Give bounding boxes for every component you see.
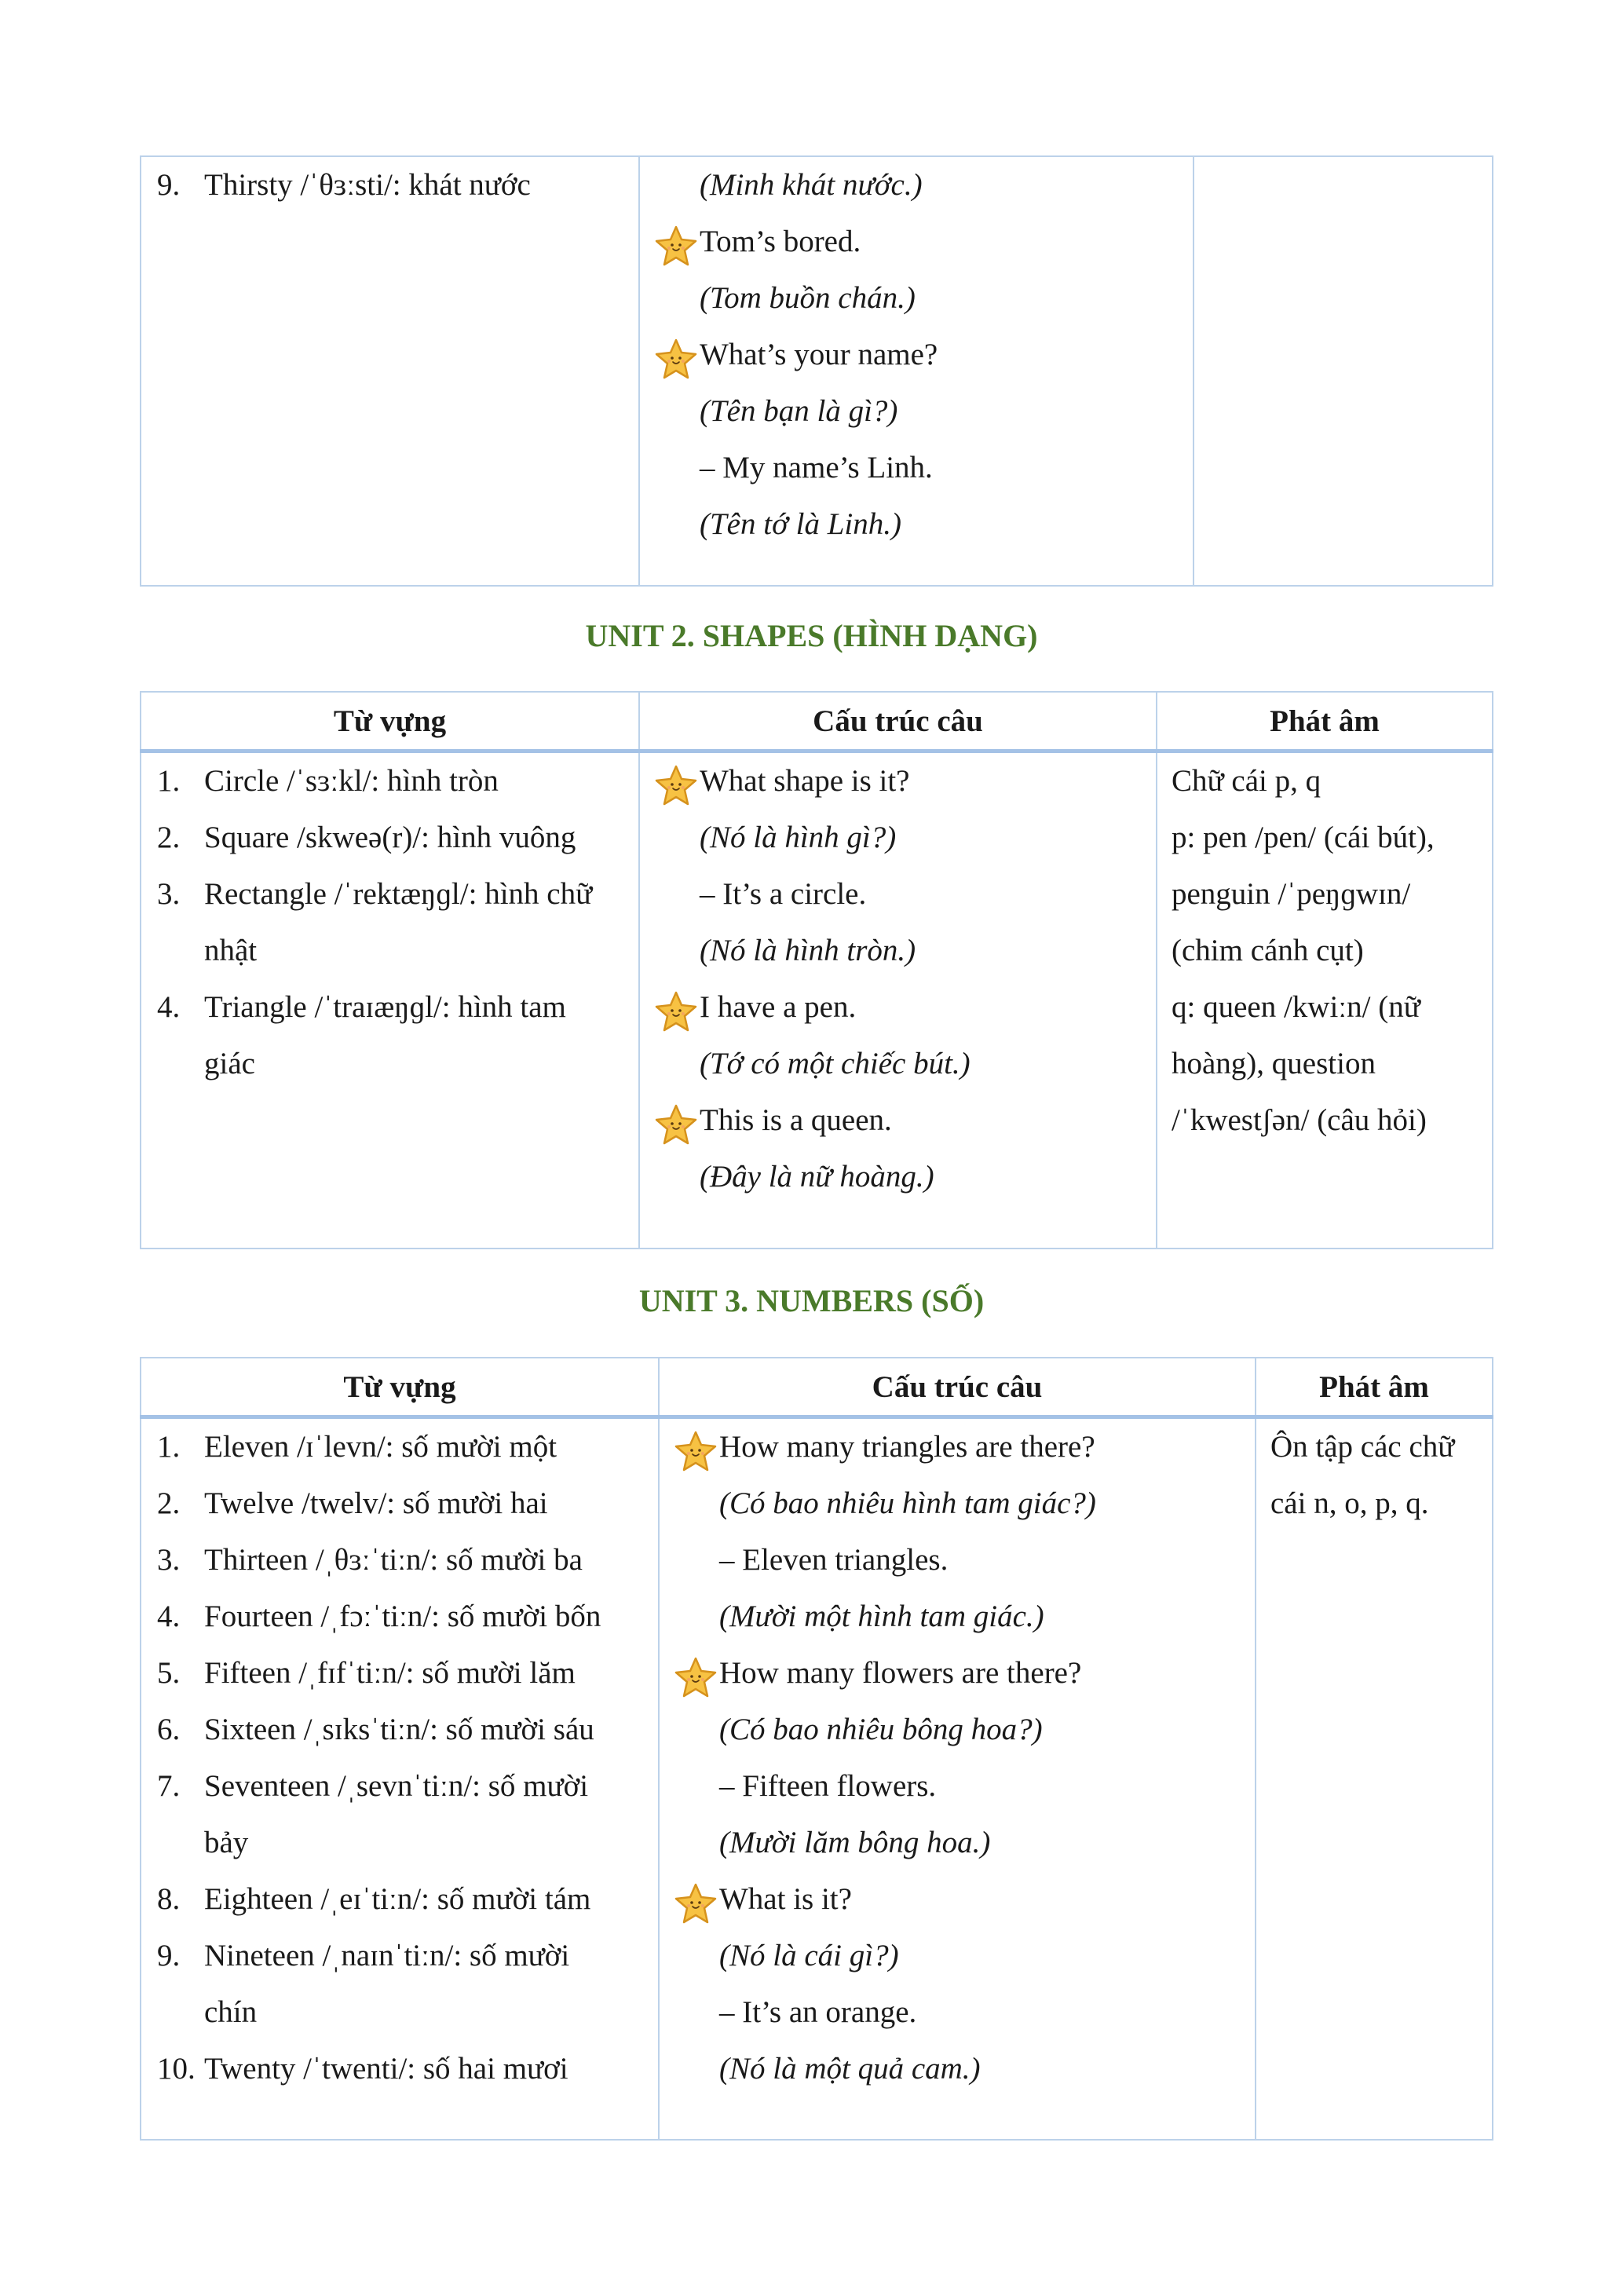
vocab-item <box>141 157 638 214</box>
table-unit2 <box>140 691 1493 1249</box>
question-text: How many flowers are there? <box>719 1656 1082 1690</box>
vocab-number: 9. <box>157 1939 181 1972</box>
pronunciation-line: Chữ cái p, q <box>1172 764 1321 798</box>
vocab-text-continued: nhật <box>204 934 258 967</box>
vocab-item <box>157 1645 658 1702</box>
vocab-number: 3. <box>157 877 181 911</box>
structure-question <box>674 1871 1255 1928</box>
star-icon <box>654 225 698 267</box>
vocab-text: Nineteen /ˌnaɪnˈtiːn/: số mười <box>204 1939 570 1972</box>
vocab-text: Square /skweə(r)/: hình vuông <box>204 821 576 854</box>
structure-translation: (Nó là hình gì?) <box>700 821 897 854</box>
vocab-text: Sixteen /ˌsɪksˈtiːn/: số mười sáu <box>204 1713 594 1746</box>
vocab-item <box>157 1871 658 1928</box>
vocab-number: 6. <box>157 1713 181 1746</box>
structure-question <box>654 327 1193 383</box>
star-icon <box>674 1430 718 1472</box>
vocab-item <box>157 979 638 1092</box>
vocab-number: 2. <box>157 1486 181 1520</box>
vocab-text: Fifteen /ˌfɪfˈtiːn/: số mười lăm <box>204 1656 576 1690</box>
structure-answer: – It’s a circle. <box>700 877 867 911</box>
vocab-text: Thirteen /ˌθɜːˈtiːn/: số mười ba <box>204 1543 583 1577</box>
vocab-text: Rectangle /ˈrektæŋɡl/: hình chữ <box>204 877 593 911</box>
vocab-number: 2. <box>157 821 181 854</box>
vocab-number: 4. <box>157 990 181 1024</box>
structure-translation: (Nó là một quả cam.) <box>719 2052 981 2086</box>
pronunciation-line: Ôn tập các chữ <box>1270 1430 1455 1464</box>
star-icon <box>654 338 698 380</box>
vocab-number: 7. <box>157 1769 181 1803</box>
pronunciation-line: hoàng), question <box>1172 1047 1376 1080</box>
vocab-item <box>157 1532 658 1589</box>
header-pronunciation: Phát âm <box>1256 1358 1493 1417</box>
table-header-row <box>141 692 1493 751</box>
structure-translation: (Có bao nhiêu hình tam giác?) <box>719 1486 1096 1520</box>
star-icon <box>654 1103 698 1146</box>
structure-translation: (Tên tớ là Linh.) <box>700 507 901 541</box>
pronunciation-cell <box>1193 156 1493 586</box>
structure-list <box>640 157 1193 553</box>
star-icon <box>674 1656 718 1698</box>
structure-answer: – My name’s Linh. <box>700 451 933 484</box>
star-icon <box>674 1882 718 1925</box>
table-header-row <box>141 1358 1493 1417</box>
structure-list <box>640 753 1156 1205</box>
vocab-item <box>157 1758 658 1871</box>
vocab-cell <box>141 1417 659 2140</box>
pronunciation-line: p: pen /pen/ (cái bút), <box>1172 821 1435 854</box>
pronunciation-cell <box>1256 1417 1493 2140</box>
table-row <box>141 1417 1493 2140</box>
vocab-number: 10. <box>157 2052 196 2086</box>
structure-translation: (Tom buồn chán.) <box>700 281 916 315</box>
vocab-text: Seventeen /ˌsevnˈtiːn/: số mười <box>204 1769 589 1803</box>
structure-translation: (Đây là nữ hoàng.) <box>700 1160 934 1194</box>
header-structure: Cấu trúc câu <box>659 1358 1256 1417</box>
vocab-text: Eighteen /ˌeɪˈtiːn/: số mười tám <box>204 1882 591 1916</box>
vocab-item <box>157 1419 658 1475</box>
header-structure: Cấu trúc câu <box>639 692 1157 751</box>
pronunciation-line: (chim cánh cụt) <box>1172 934 1364 967</box>
table-unit1-continued <box>140 155 1493 587</box>
vocab-item <box>157 866 638 979</box>
vocab-text: Twelve /twelv/: số mười hai <box>204 1486 548 1520</box>
pronunciation-line: q: queen /kwiːn/ (nữ <box>1172 990 1420 1024</box>
table-row <box>141 156 1493 586</box>
vocab-cell <box>141 156 639 586</box>
vocab-cell <box>141 751 639 1249</box>
question-text: This is a queen. <box>700 1103 892 1137</box>
structure-translation: (Có bao nhiêu bông hoa?) <box>719 1713 1043 1746</box>
question-text: Tom’s bored. <box>700 225 861 258</box>
structure-question <box>674 1419 1255 1475</box>
pronunciation-line: /ˈkwestʃən/ (câu hỏi) <box>1172 1103 1427 1137</box>
question-text: What’s your name? <box>700 338 938 371</box>
pronunciation-line: penguin /ˈpeŋɡwɪn/ <box>1172 877 1411 911</box>
vocab-list <box>141 1419 658 2097</box>
structure-answer: – Fifteen flowers. <box>719 1769 937 1803</box>
vocab-number: 9. <box>157 168 181 202</box>
vocab-number: 1. <box>157 764 181 798</box>
vocab-item <box>157 753 638 810</box>
structure-translation: (Mười lăm bông hoa.) <box>719 1826 991 1859</box>
structure-list <box>660 1419 1255 2097</box>
header-vocab: Từ vựng <box>141 1358 659 1417</box>
vocab-number: 8. <box>157 1882 181 1916</box>
vocab-text-continued: chín <box>204 1995 258 2029</box>
vocab-item <box>157 810 638 866</box>
vocab-text: Fourteen /ˌfɔːˈtiːn/: số mười bốn <box>204 1600 601 1633</box>
pronunciation-line: cái n, o, p, q. <box>1270 1486 1429 1520</box>
structure-question <box>654 979 1156 1036</box>
structure-question <box>674 1645 1255 1702</box>
vocab-item <box>157 2041 658 2097</box>
star-icon <box>654 764 698 806</box>
structure-cell <box>639 751 1157 1249</box>
vocab-text-continued: bảy <box>204 1826 249 1859</box>
structure-answer: – It’s an orange. <box>719 1995 917 2029</box>
table-row <box>141 751 1493 1249</box>
structure-question <box>654 214 1193 270</box>
vocab-item <box>157 1928 658 2041</box>
header-vocab: Từ vựng <box>141 692 639 751</box>
question-text: How many triangles are there? <box>719 1430 1095 1464</box>
vocab-text: Thirsty /ˈθɜːsti/: khát nước <box>204 168 531 202</box>
structure-translation: (Tớ có một chiếc bút.) <box>700 1047 971 1080</box>
vocab-item <box>157 1702 658 1758</box>
vocab-text: Circle /ˈsɜːkl/: hình tròn <box>204 764 499 798</box>
structure-cell <box>639 156 1193 586</box>
question-text: I have a pen. <box>700 990 857 1024</box>
structure-question <box>654 753 1156 810</box>
structure-question <box>654 1092 1156 1149</box>
structure-cell <box>659 1417 1256 2140</box>
pronunciation-list <box>1157 753 1492 1149</box>
structure-answer: – Eleven triangles. <box>719 1543 949 1577</box>
vocab-text: Twenty /ˈtwenti/: số hai mươi <box>204 2052 568 2086</box>
vocab-item <box>157 1589 658 1645</box>
structure-translation: (Nó là cái gì?) <box>719 1939 899 1972</box>
vocab-text-continued: giác <box>204 1047 255 1080</box>
header-pronunciation: Phát âm <box>1157 692 1493 751</box>
vocab-list <box>141 753 638 1092</box>
vocab-number: 3. <box>157 1543 181 1577</box>
pronunciation-list <box>1256 1419 1492 1532</box>
vocab-number: 1. <box>157 1430 181 1464</box>
question-text: What is it? <box>719 1882 852 1916</box>
unit3-title: UNIT 3. NUMBERS (SỐ) <box>638 1283 985 1318</box>
unit2-title: UNIT 2. SHAPES (HÌNH DẠNG) <box>585 618 1038 653</box>
question-text: What shape is it? <box>700 764 910 798</box>
table-unit3 <box>140 1357 1493 2141</box>
vocab-number: 5. <box>157 1656 181 1690</box>
pronunciation-cell <box>1157 751 1493 1249</box>
structure-translation: (Nó là hình tròn.) <box>700 934 916 967</box>
structure-translation: (Tên bạn là gì?) <box>700 394 898 428</box>
structure-translation: (Mười một hình tam giác.) <box>719 1600 1044 1633</box>
vocab-item <box>157 1475 658 1532</box>
vocab-text: Triangle /ˈtraɪæŋɡl/: hình tam <box>204 990 566 1024</box>
vocab-number: 4. <box>157 1600 181 1633</box>
vocab-text: Eleven /ɪˈlevn/: số mười một <box>204 1430 557 1464</box>
structure-translation: (Minh khát nước.) <box>700 168 923 202</box>
star-icon <box>654 990 698 1033</box>
